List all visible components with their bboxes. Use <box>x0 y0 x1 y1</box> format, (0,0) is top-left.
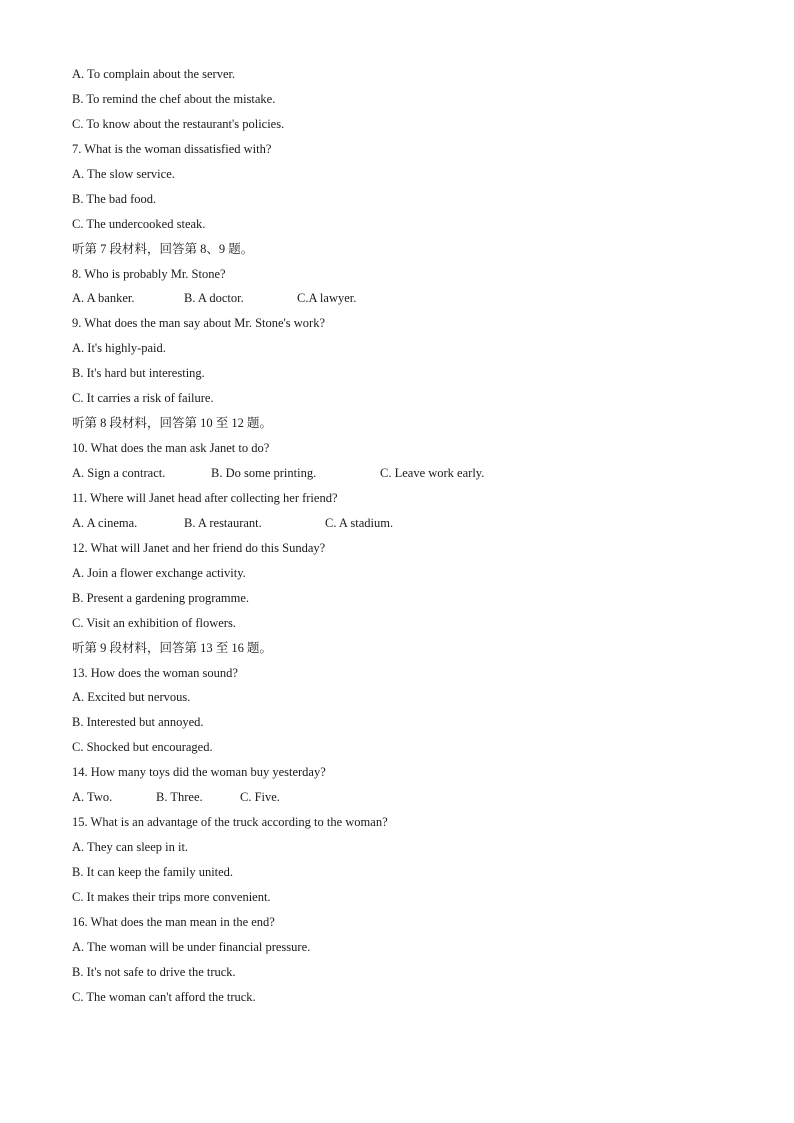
option-c: C. Leave work early. <box>380 466 485 480</box>
option-a: A. Sign a contract. <box>72 466 166 480</box>
options-row-q11 <box>72 511 732 536</box>
option-b: B. A doctor. <box>184 291 244 306</box>
options-row-q8 <box>72 286 732 311</box>
question-13: 13. How does the woman sound? <box>72 665 238 680</box>
option-b: B. To remind the chef about the mistake. <box>72 91 276 106</box>
option-c: C. To know about the restaurant's policies. <box>72 116 285 131</box>
option-b: B. A restaurant. <box>184 515 262 530</box>
option-c: C. It carries a risk of failure. <box>72 391 214 406</box>
section-heading: 听第 8 段材料，回答第 10 至 12 题。 <box>72 416 273 431</box>
option-b: B. Do some printing. <box>211 466 317 480</box>
option-c: C. Five. <box>240 790 280 805</box>
option-c: C. A stadium. <box>325 515 394 530</box>
option-b: B. It's not safe to drive the truck. <box>72 964 236 979</box>
question-15: 15. What is an advantage of the truck according to the woman? <box>72 815 388 830</box>
question-16: 16. What does the man mean in the end? <box>72 914 275 929</box>
option-c: C. The undercooked steak. <box>72 216 206 231</box>
option-a: A. A banker. <box>72 291 135 306</box>
section-heading: 听第 9 段材料，回答第 13 至 16 题。 <box>72 640 273 655</box>
option-a: A. It's highly-paid. <box>72 341 166 356</box>
question-list <box>72 62 732 1010</box>
option-c: C. The woman can't afford the truck. <box>72 989 256 1004</box>
option-a: A. Two. <box>72 790 113 805</box>
section-heading: 听第 7 段材料，回答第 8、9 题。 <box>72 241 254 256</box>
option-c: C. It makes their trips more convenient. <box>72 889 271 904</box>
option-b: B. The bad food. <box>72 191 157 206</box>
question-9: 9. What does the man say about Mr. Stone's work? <box>72 316 326 331</box>
option-b: B. It can keep the family united. <box>72 865 234 879</box>
question-7: 7. What is the woman dissatisfied with? <box>72 141 272 156</box>
question-14: 14. How many toys did the woman buy yesterday? <box>72 765 326 780</box>
option-a: A. Excited but nervous. <box>72 690 191 705</box>
option-c: C. Shocked but encouraged. <box>72 740 213 755</box>
option-c: C.A lawyer. <box>297 291 357 306</box>
options-row-q14 <box>72 785 732 810</box>
option-b: B. Three. <box>156 790 203 805</box>
option-a: A. A cinema. <box>72 515 138 530</box>
question-11: 11. Where will Janet head after collecting her friend? <box>72 490 338 505</box>
option-b: B. It's hard but interesting. <box>72 366 205 381</box>
option-a: A. Join a flower exchange activity. <box>72 565 246 580</box>
question-12: 12. What will Janet and her friend do this Sunday? <box>72 540 326 555</box>
option-c: C. Visit an exhibition of flowers. <box>72 615 236 630</box>
question-8: 8. Who is probably Mr. Stone? <box>72 266 226 281</box>
question-10: 10. What does the man ask Janet to do? <box>72 441 270 456</box>
option-a: A. The woman will be under financial pressure. <box>72 939 311 954</box>
option-a: A. To complain about the server. <box>72 67 236 81</box>
option-a: A. They can sleep in it. <box>72 840 189 855</box>
option-b: B. Present a gardening programme. <box>72 590 250 605</box>
option-b: B. Interested but annoyed. <box>72 715 204 730</box>
option-a: A. The slow service. <box>72 166 175 181</box>
options-row-q10 <box>72 461 732 486</box>
